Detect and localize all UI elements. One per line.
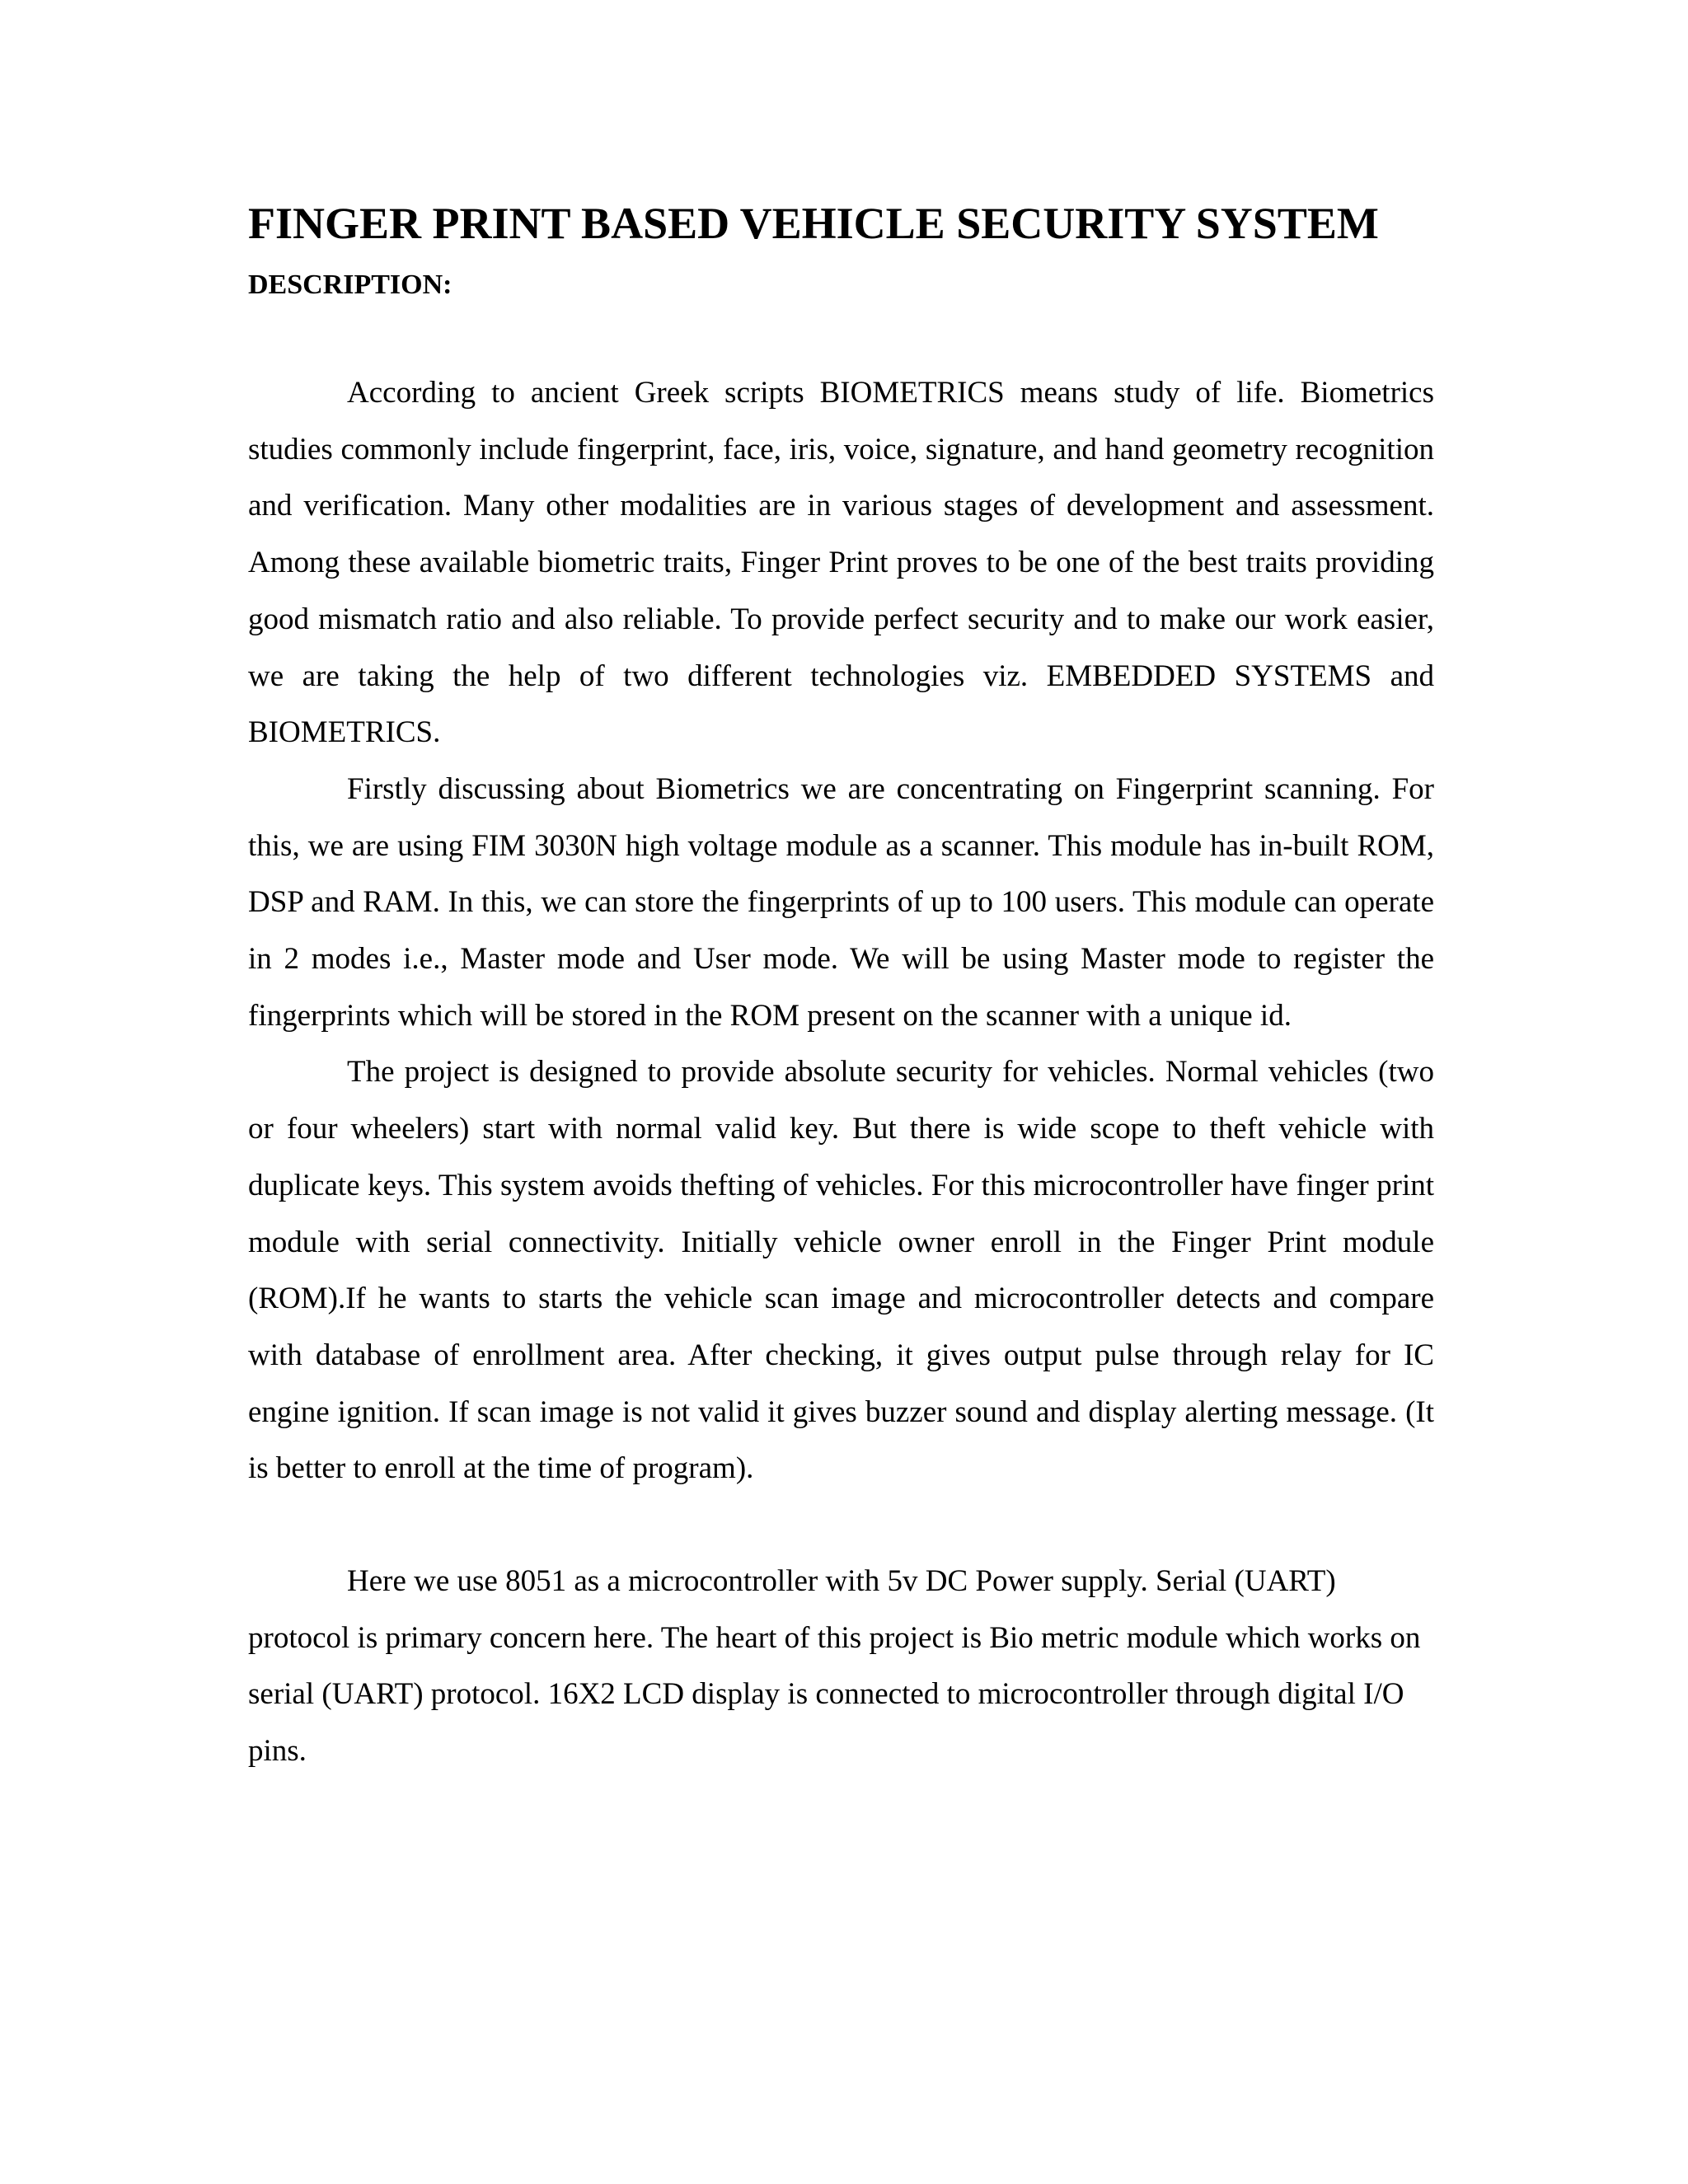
section-heading-description: DESCRIPTION:: [248, 269, 452, 300]
document-title: FINGER PRINT BASED VEHICLE SECURITY SYSTEM: [248, 199, 1379, 248]
paragraph-fingerprint-scanner: Firstly discussing about Biometrics we are concentrating on Fingerprint scanning. For this, we are using FIM 3030N high voltage module as a scanner. This module has in-built ROM, DSP and RAM. In this, we can store the fingerprints of up to 100 users. This module can operate in 2 modes i.e., Master mode and User mode. We will be using Master mode to register the fingerprints which will be stored in the ROM present on the scanner with a unique id.: [248, 771, 1434, 1033]
paragraph-project-overview: The project is designed to provide absolute security for vehicles. Normal vehicles (two or four wheelers) start with normal valid key. But there is wide scope to theft vehicle with duplicate keys. This system avoids thefting of vehicles. For this microcontroller have finger print module with serial connectivity. Initially vehicle owner enroll in the Finger Print module (ROM).If he wants to starts the vehicle scan image and microcontroller detects and compare with database of enrollment area. After checking, it gives output pulse through relay for IC engine ignition. If scan image is not valid it gives buzzer sound and display alerting message. (It is better to enroll at the time of program).: [248, 1055, 1434, 1486]
paragraph-biometrics-intro: According to ancient Greek scripts BIOMETRICS means study of life. Biometrics studies commonly include fingerprint, face, iris, voice, signature, and hand geometry recognition and verification. Many other modalities are in various stages of development and assessment. Among these available biometric traits, Finger Print proves to be one of the best traits providing good mismatch ratio and also reliable. To provide perfect security and to make our work easier, we are taking the help of two different technologies viz. EMBEDDED SYSTEMS and BIOMETRICS.: [248, 376, 1434, 750]
document-body: [248, 196, 1434, 1780]
paragraph-hardware: Here we use 8051 as a microcontroller with 5v DC Power supply. Serial (UART) protocol is primary concern here. The heart of this project is Bio metric module which works on serial (UART) protocol. 16X2 LCD display is connected to microcontroller through digital I/O pins.: [248, 1564, 1421, 1769]
